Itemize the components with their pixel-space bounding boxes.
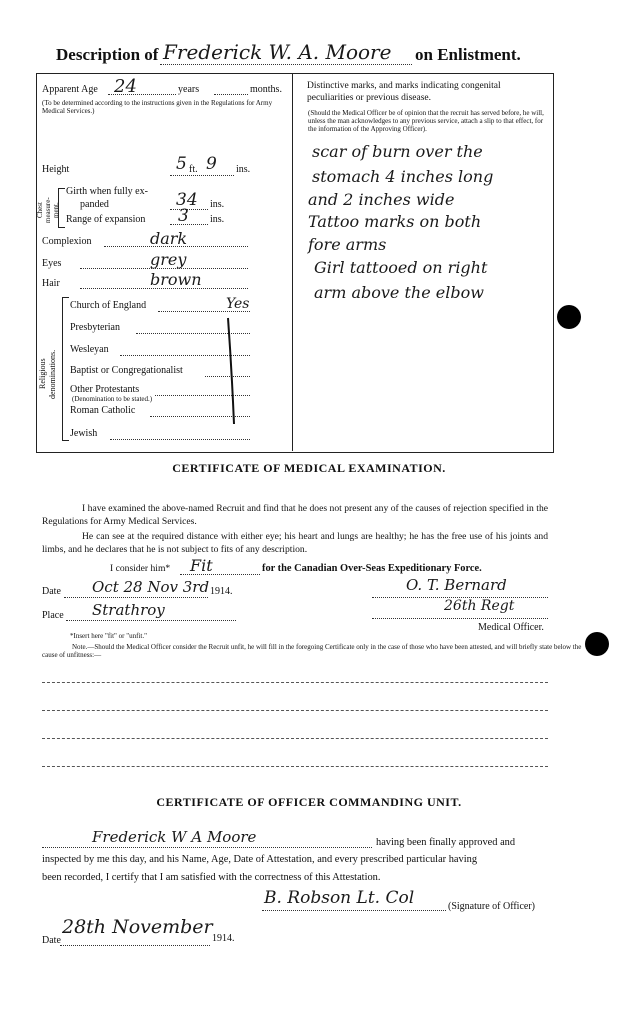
officer-line-3: been recorded, I certify that I am satisfied with the correctness of this Attestation. (42, 872, 381, 883)
complexion-line (104, 246, 248, 247)
expansion-unit: ins. (210, 214, 225, 225)
officer-line-1-suffix: having been finally approved and (376, 837, 516, 848)
marks-line-3: and 2 inches wide (308, 190, 455, 209)
age-line (108, 94, 176, 95)
height-label: Height (42, 164, 70, 175)
eyes-line (80, 268, 248, 269)
girth-line (170, 209, 208, 210)
hair-line (80, 288, 248, 289)
officer-date-value: 28th November (62, 916, 213, 938)
complexion-value: dark (150, 229, 188, 248)
other-protestants-note: (Denomination to be stated.) (72, 395, 153, 403)
date-value: Oct 28 Nov 3rd (92, 578, 210, 596)
chest-bracket (58, 188, 65, 228)
months-label: months. (250, 84, 282, 95)
recruit-name: Frederick W. A. Moore (163, 40, 392, 64)
medical-para-2: He can see at the required distance with either eye; his heart and lungs are healthy; he has the free use of his joints and limbs, and he declares that he is not subject to fits of any description. (42, 531, 548, 555)
unfitness-line-4 (42, 766, 548, 767)
months-line (214, 94, 248, 95)
consider-line (180, 574, 260, 575)
hair-label: Hair (42, 278, 60, 289)
title-name-line (160, 64, 412, 65)
date-year: 1914. (210, 586, 233, 597)
unfitness-line-3 (42, 738, 548, 739)
marks-line-7: arm above the elbow (314, 283, 484, 302)
officer-heading: CERTIFICATE OF OFFICER COMMANDING UNIT. (156, 795, 462, 809)
unfitness-line-2 (42, 710, 548, 711)
officer-line-2: inspected by me this day, and his Name, Age, Date of Attestation, and every prescribed particular having (42, 854, 478, 865)
ft-label: ft. (189, 164, 198, 175)
marks-line-1: scar of burn over the (312, 142, 483, 161)
eyes-value: grey (150, 250, 187, 269)
consider-prefix: I consider him* (110, 563, 171, 574)
officer-signature-line (262, 910, 446, 911)
officer-date-year: 1914. (212, 933, 235, 944)
religion-line-7 (110, 439, 250, 440)
eyes-label: Eyes (42, 258, 62, 269)
officer-date-line (60, 945, 210, 946)
chest-group-label: Chest measure-ment. (36, 197, 60, 223)
religion-bracket (62, 297, 69, 441)
medical-para-1: I have examined the above-named Recruit and find that he does not present any of the causes of rejection specified in the Regulations for Army Medical Services. (42, 503, 548, 527)
religion-church-of-england: Church of England (70, 300, 147, 311)
consider-value: Fit (190, 556, 213, 575)
religion-value: Yes (226, 296, 250, 312)
form-divider (292, 73, 293, 451)
religion-baptist: Baptist or Congregationalist (70, 365, 183, 376)
marks-heading: Distinctive marks, and marks indicating congenital peculiarities or previous disease. (307, 81, 501, 103)
marks-line-2: stomach 4 inches long (312, 167, 494, 186)
marks-line-5: fore arms (308, 235, 387, 254)
punch-hole-top (557, 305, 581, 329)
height-in-value: 9 (206, 154, 217, 174)
height-ins-label: ins. (236, 164, 251, 175)
expansion-label: Range of expansion (66, 214, 146, 225)
medical-officer-label: Medical Officer. (478, 622, 544, 633)
religion-group-label: Religious denominations. (38, 349, 57, 399)
signature-of-officer-label: (Signature of Officer) (448, 901, 536, 912)
years-label: years (178, 84, 200, 95)
unfitness-line-1 (42, 682, 548, 683)
title-prefix: Description of (56, 45, 159, 64)
age-note: (To be determined according to the instructions given in the Regulations for Army Medical Services.) (42, 99, 273, 115)
title-suffix: on Enlistment. (415, 45, 521, 64)
marks-note: (Should the Medical Officer be of opinion that the recruit has served before, he will, unless the man acknowledges to any previous service, attach a slip to that effect, for the information of the Approving Officer). (308, 109, 544, 133)
height-ft-value: 5 (176, 154, 187, 174)
officer-recruit-name: Frederick W A Moore (92, 828, 257, 846)
religion-ditto-stroke (220, 316, 244, 426)
nota-bene: Note.—Should the Medical Officer consider the Recruit unfit, he will fill in the foregoing Certificate only in the case of those who have been attested, and will briefly state below the cause of unfitness:— (42, 643, 582, 659)
religion-jewish: Jewish (70, 428, 98, 439)
religion-other-protestants: Other Protestants (70, 384, 140, 395)
marks-line-4: Tattoo marks on both (308, 212, 482, 231)
regiment-value: 26th Regt (444, 598, 515, 614)
place-label: Place (42, 610, 64, 621)
girth-label-1: Girth when fully ex- (66, 186, 148, 197)
officer-name-line (42, 847, 372, 848)
place-line (66, 620, 236, 621)
religion-roman-catholic: Roman Catholic (70, 405, 136, 416)
age-label: Apparent Age (42, 84, 98, 95)
age-value: 24 (114, 76, 137, 97)
hair-value: brown (150, 270, 202, 289)
insert-note: *Insert here "fit" or "unfit." (70, 632, 147, 640)
girth-unit: ins. (210, 199, 225, 210)
officer-date-label: Date (42, 935, 61, 946)
complexion-label: Complexion (42, 236, 92, 247)
punch-hole-bottom (585, 632, 609, 656)
medical-heading: CERTIFICATE OF MEDICAL EXAMINATION. (172, 461, 446, 475)
expansion-line (170, 224, 208, 225)
officer-signature: B. Robson Lt. Col (264, 888, 415, 908)
girth-label-2: panded (80, 199, 109, 210)
place-value: Strathroy (92, 601, 165, 619)
marks-line-6: Girl tattooed on right (314, 258, 488, 277)
consider-suffix: for the Canadian Over-Seas Expeditionary Force. (262, 563, 482, 574)
religion-presbyterian: Presbyterian (70, 322, 120, 333)
officer-line (372, 618, 548, 619)
religion-wesleyan: Wesleyan (70, 344, 109, 355)
expansion-value: 3 (178, 206, 189, 226)
date-line (64, 597, 208, 598)
medical-signature: O. T. Bernard (406, 576, 507, 594)
date-label: Date (42, 586, 61, 597)
girth-value: 34 (176, 190, 198, 210)
height-line (170, 175, 234, 176)
